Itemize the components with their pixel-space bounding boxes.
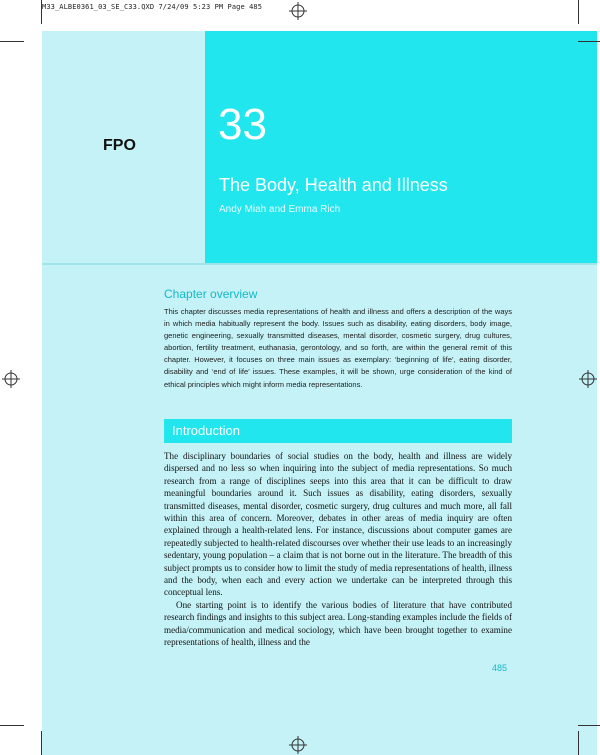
body-paragraph: The disciplinary boundaries of social studies on the body, health and illness are widely dispersed and no less so when inquiring into the subject of media representations. So much research from a range of disciplines seeps into this area that it can be difficult to draw meaningful boundaries around it. Such issues as disability, eating disorders, sexually transmitted diseases, mental disorder, cosmetic surgery, drug cultures and much more, all fall within this area of concern. Moreover, debates in other areas of media inquiry are often explained through a health-related lens. For instance, discussions about computer games are repeatedly subjected to health-related discourses over whether their use leads to an increasingly sedentary, young population – a claim that is not borne out in the literature. The breadth of this subject prompts us to consider how to limit the study of media representations of health, illness and the body, when each and every action we undertake can be interpreted through this conceptual lens. <box>164 451 512 598</box>
crop-mark-top-right-v <box>578 0 579 24</box>
crop-mark-top-left <box>0 41 24 42</box>
registration-mark-bottom-icon <box>289 736 307 754</box>
chapter-number: 33 <box>218 100 267 149</box>
overview-heading: Chapter overview <box>164 287 258 301</box>
introduction-heading: Introduction <box>172 423 240 438</box>
body-paragraph: One starting point is to identify the various bodies of literature that have contributed research findings and insights to this subject area. Long-standing examples include the fields of media/communication and medical sociology, which have been brought together to examine representations of health, illness and the <box>164 599 512 648</box>
registration-mark-left-icon <box>2 370 20 388</box>
fpo-placeholder: FPO <box>103 137 136 154</box>
section-divider <box>42 263 597 265</box>
chapter-authors: Andy Miah and Emma Rich <box>219 204 341 215</box>
chapter-title: The Body, Health and Illness <box>219 175 448 195</box>
crop-mark-bottom-left-v <box>41 731 42 755</box>
registration-mark-right-icon <box>579 370 597 388</box>
introduction-body <box>164 450 512 649</box>
registration-mark-top-icon <box>289 2 307 20</box>
crop-mark-bottom-left <box>0 725 24 726</box>
crop-mark-bottom-right-v <box>578 731 579 755</box>
crop-mark-bottom-right <box>578 725 600 726</box>
crop-mark-top-left-v <box>41 0 42 24</box>
page-number: 485 <box>492 663 508 673</box>
introduction-heading-bar <box>164 419 512 443</box>
crop-mark-top-right <box>578 41 600 42</box>
slug-line: M33_ALBE0361_03_SE_C33.QXD 7/24/09 5:23 PM Page 485 <box>42 3 263 11</box>
overview-text: This chapter discusses media representations of health and illness and offers a description of the ways in which media habitually represent the body. Issues such as disability, eating disorders, body image, genetic engineering, sexually transmitted diseases, mental disorder, cosmetic surgery, drug cultures, abortion, fertility treatment, euthanasia, gerontology, and so forth, are within the general remit of this chapter. However, it focuses on three main issues as exemplary: ‘beginning of life’, eating disorder, disability and ‘end of life’ issues. These examples, it will be shown, urge consideration of the kind of ethical principles which might inform media representations. <box>164 307 512 389</box>
